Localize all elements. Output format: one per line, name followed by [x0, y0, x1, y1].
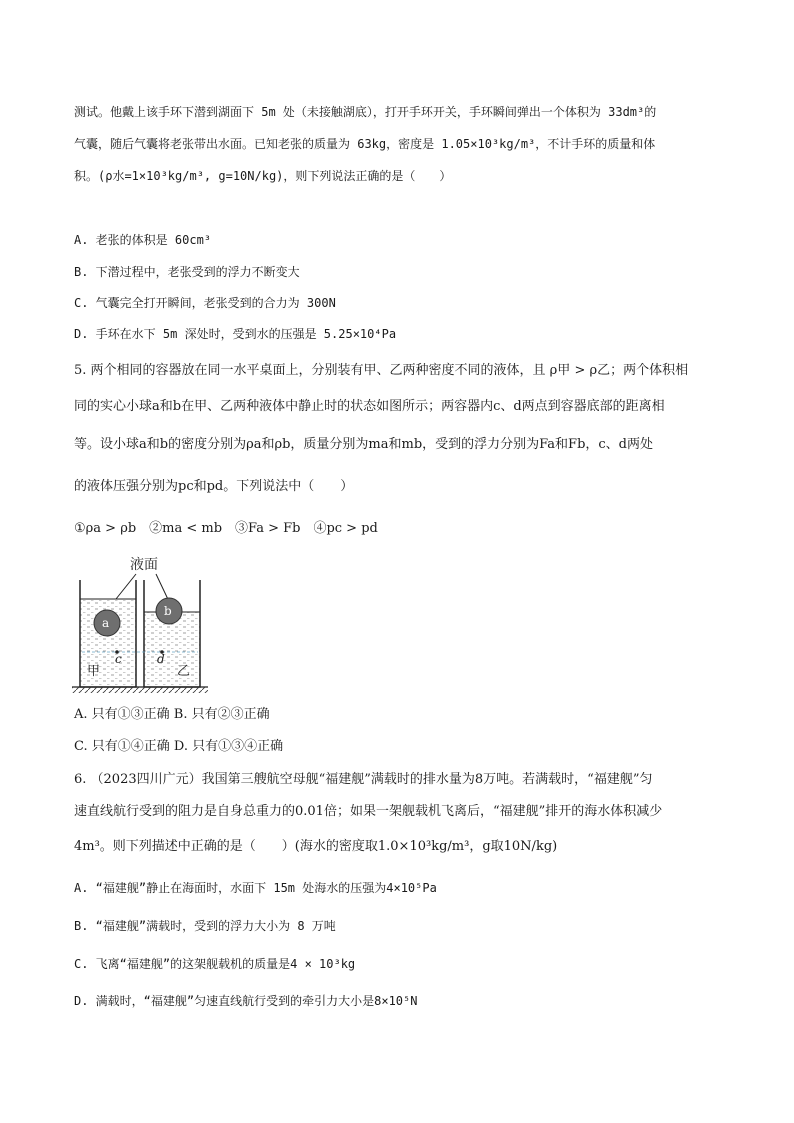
q5-stem-line-1: 5. 两个相同的容器放在同一水平桌面上，分别装有甲、乙两种密度不同的液体，且 ρ甲 > ρ乙；两个体积相 — [74, 363, 689, 378]
q4-option-b: B. 下潜过程中，老张受到的浮力不断变大 — [74, 265, 300, 279]
q6-stem-line-1: 6. （2023四川广元）我国第三艘航空母舰“福建舰”满载时的排水量为8万吨。若满载时，“福建舰”匀 — [74, 772, 653, 787]
ball-a-label: a — [102, 616, 110, 630]
q4-option-d: D. 手环在水下 5m 深处时，受到水的压强是 5.25×10⁴Pa — [74, 327, 397, 341]
q4-option-a: A. 老张的体积是 60cm³ — [74, 233, 212, 247]
q5-options-row-2: C. 只有①④正确 D. 只有①③④正确 — [74, 739, 284, 754]
point-d-label: d — [157, 652, 165, 666]
liquid-jia-label: 甲 — [87, 664, 101, 679]
point-c-label: c — [115, 652, 122, 666]
q6-option-b: B. “福建舰”满载时，受到的浮力大小为 8 万吨 — [74, 919, 336, 933]
ball-b-label: b — [164, 604, 172, 618]
q5-statements: ①ρa > ρb ②ma < mb ③Fa > Fb ④pc > pd — [74, 521, 378, 536]
q4-option-c: C. 气囊完全打开瞬间，老张受到的合力为 300N — [74, 296, 336, 310]
q5-containers-figure — [70, 552, 220, 694]
q4-stem-line-2: 气囊，随后气囊将老张带出水面。已知老张的质量为 63kg，密度是 1.05×10³kg/m³，不计手环的质量和体 — [74, 137, 656, 151]
q5-stem-line-3: 等。设小球a和b的密度分别为ρa和ρb，质量分别为ma和mb，受到的浮力分别为Fa和Fb，c、d两处 — [74, 437, 653, 452]
q5-stem-line-4: 的液体压强分别为pc和pd。下列说法中（ ） — [74, 479, 354, 494]
q6-option-d: D. 满载时，“福建舰”匀速直线航行受到的牵引力大小是8×10⁵N — [74, 994, 418, 1008]
q5-options-row-1: A. 只有①③正确 B. 只有②③正确 — [74, 707, 270, 722]
q4-stem-line-1: 测试。他戴上该手环下潜到湖面下 5m 处（未接触湖底），打开手环开关，手环瞬间弹出一个体积为 33dm³的 — [74, 105, 657, 119]
surface-label: 液面 — [130, 557, 158, 573]
liquid-yi-label: 乙 — [177, 664, 191, 679]
q6-stem-line-3: 4m³。则下列描述中正确的是（ ）(海水的密度取1.0×10³kg/m³，g取10N/kg) — [74, 839, 558, 854]
q6-option-c: C. 飞离“福建舰”的这架舰载机的质量是4 × 10³kg — [74, 957, 356, 971]
q6-option-a: A. “福建舰”静止在海面时，水面下 15m 处海水的压强为4×10⁵Pa — [74, 881, 437, 895]
q6-stem-line-2: 速直线航行受到的阻力是自身总重力的0.01倍；如果一架舰载机飞离后，“福建舰”排开的海水体积减少 — [74, 804, 663, 819]
q4-stem-line-3: 积。(ρ水=1×10³kg/m³, g=10N/kg)，则下列说法正确的是（ ） — [74, 169, 452, 183]
q5-stem-line-2: 同的实心小球a和b在甲、乙两种液体中静止时的状态如图所示；两容器内c、d两点到容器底部的距离相 — [74, 399, 665, 414]
